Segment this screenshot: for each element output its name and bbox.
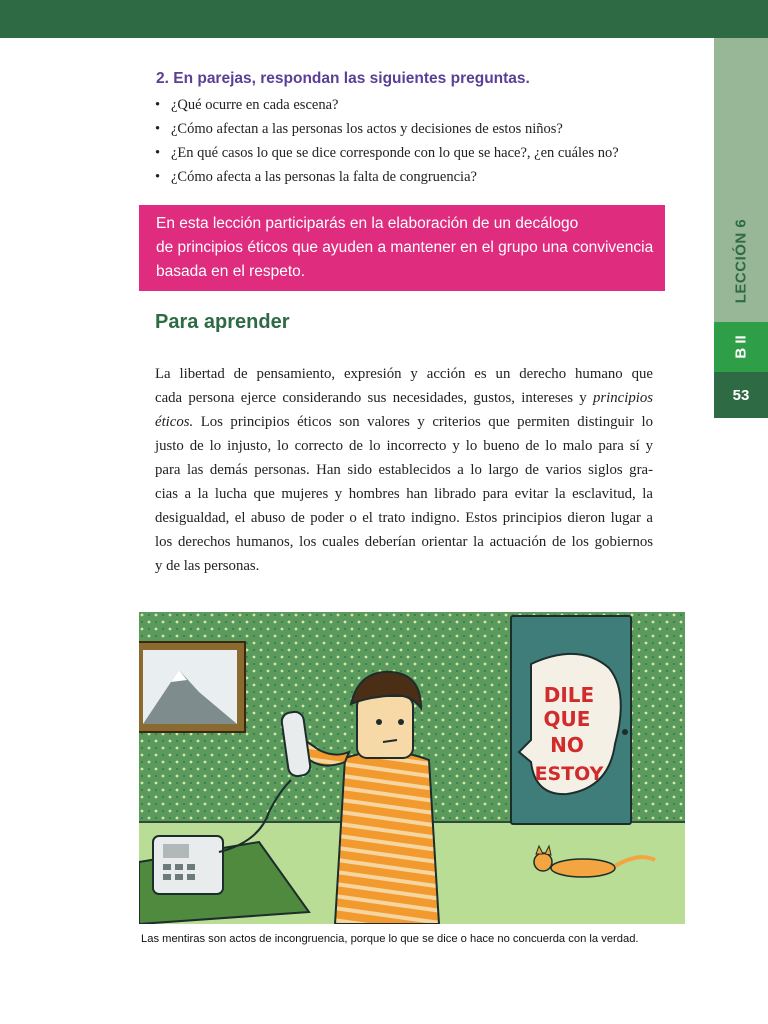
bullet: • <box>155 169 161 185</box>
question-text: ¿Qué ocurre en cada escena? <box>171 97 339 113</box>
list-item <box>155 165 619 189</box>
italic-term: principios <box>592 390 653 406</box>
question-list <box>155 93 619 189</box>
goal-line: de principios éticos que ayuden a mantener en el grupo una convivencia <box>156 239 654 256</box>
sign-word: NO <box>550 733 584 757</box>
block-label <box>714 322 768 372</box>
door <box>511 616 631 824</box>
sign-word: QUE <box>543 707 591 731</box>
lesson-text: LECCIÓN 6 <box>732 218 750 304</box>
question-text: ¿En qué casos lo que se dice corresponde con lo que se hace?, ¿en cuáles no? <box>171 145 619 161</box>
figure-caption: Las mentiras son actos de incongruencia, porque lo que se dice o hace no concuerda con la verdad. <box>141 933 639 945</box>
bullet: • <box>155 121 161 137</box>
activity-title: 2. En parejas, respondan las siguientes preguntas. <box>156 70 530 87</box>
bullet: • <box>155 97 161 113</box>
list-item <box>155 93 619 117</box>
paragraph-line: justo de lo injusto, lo correcto de lo incorrecto y lo bueno de lo malo para sí y <box>155 438 653 454</box>
illustration-art <box>139 612 685 924</box>
paragraph-line: desigualdad, el abuso de poder o el trato indigno. Estos principios dieron lugar a <box>155 510 653 526</box>
section-title: Para aprender <box>155 311 290 333</box>
body-paragraph <box>155 362 653 578</box>
question-text: ¿Cómo afectan a las personas los actos y decisiones de estos niños? <box>171 121 563 137</box>
goal-line: En esta lección participarás en la elaboración de un decálogo <box>156 215 579 232</box>
paragraph-line: y de las personas. <box>155 558 260 574</box>
paragraph-line: éticos. Los principios éticos son valores y criterios que permiten distinguir lo <box>155 414 653 430</box>
lesson-goal-box <box>139 205 665 291</box>
italic-term: éticos. <box>155 414 194 430</box>
lesson-label <box>714 200 768 322</box>
paragraph-line: los derechos humanos, los cuales deberían orientar la actuación de los gobiernos <box>155 534 653 550</box>
paragraph-line: para las demás personas. Han sido establecidos a lo largo de varios siglos gra- <box>155 462 653 478</box>
list-item <box>155 117 619 141</box>
paragraph-line: cias a la lucha que mujeres y hombres han librado para evitar la esclavitud, la <box>155 486 653 502</box>
painting <box>139 642 245 732</box>
sign-word: DILE <box>543 683 595 707</box>
goal-line: basada en el respeto. <box>156 263 306 280</box>
paragraph-line: La libertad de pensamiento, expresión y acción es un derecho humano que <box>155 366 653 382</box>
bullet: • <box>155 145 161 161</box>
sign-word: ESTOY <box>534 763 604 785</box>
illustration <box>139 612 685 924</box>
top-bar <box>0 0 768 38</box>
page-number: 53 <box>714 372 768 418</box>
question-text: ¿Cómo afecta a las personas la falta de congruencia? <box>171 169 477 185</box>
list-item <box>155 141 619 165</box>
block-text: B II <box>732 335 750 359</box>
paragraph-line: cada persona ejerce considerando sus necesidades, gustos, intereses y principios <box>155 390 653 406</box>
